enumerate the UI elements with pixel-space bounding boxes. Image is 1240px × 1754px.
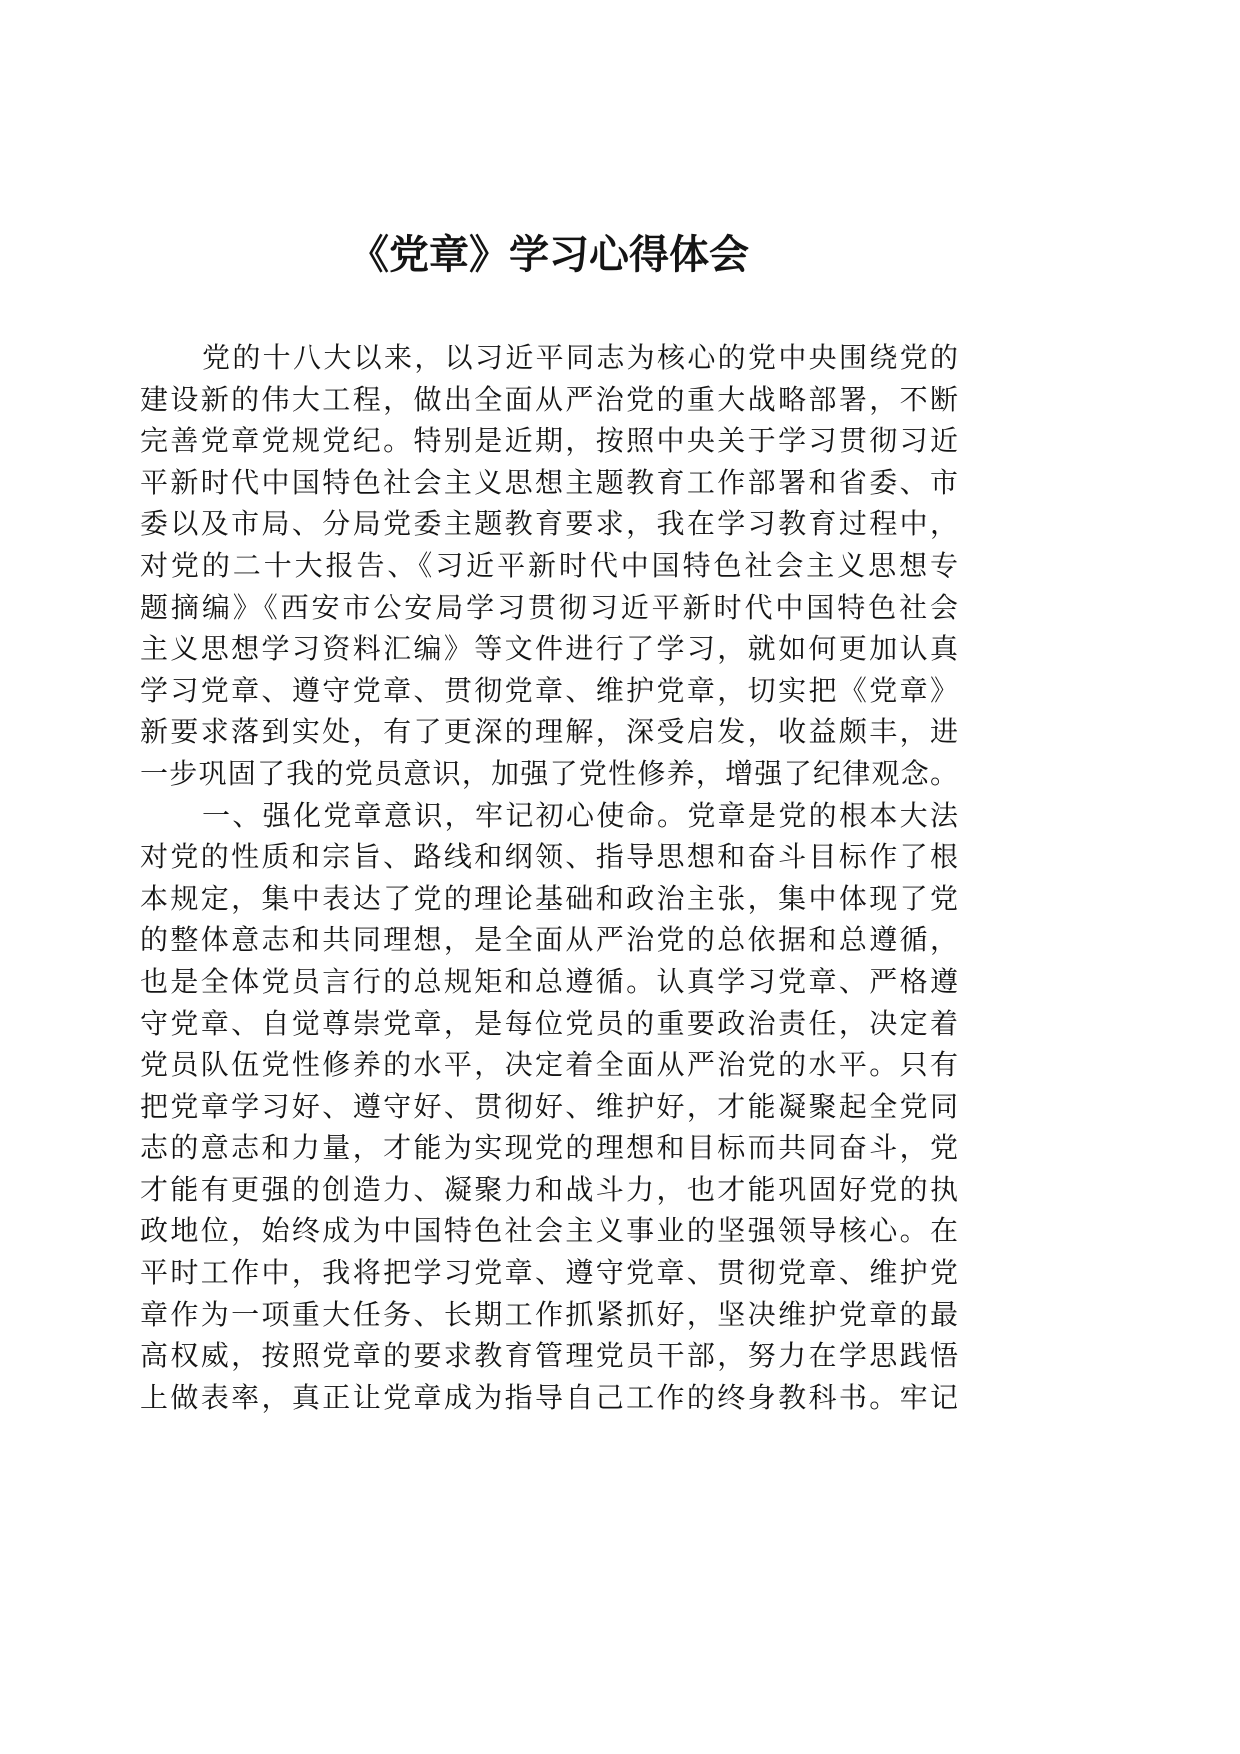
paragraph-line: 高权威，按照党章的要求教育管理党员干部，努力在学思践悟: [140, 1339, 958, 1373]
paragraph-line: 委以及市局、分局党委主题教育要求，我在学习教育过程中，: [140, 507, 958, 541]
paragraph-line: 平时工作中，我将把学习党章、遵守党章、贯彻党章、维护党: [140, 1256, 958, 1290]
paragraph-line: 守党章、自觉尊崇党章，是每位党员的重要政治责任，决定着: [140, 1006, 958, 1040]
document-title: 《党章》学习心得体会: [349, 231, 749, 278]
paragraph-line: 政地位，始终成为中国特色社会主义事业的坚强领导核心。在: [140, 1214, 958, 1248]
paragraph-line: 也是全体党员言行的总规矩和总遵循。认真学习党章、严格遵: [140, 964, 958, 998]
paragraph-line: 建设新的伟大工程，做出全面从严治党的重大战略部署，不断: [140, 382, 958, 416]
paragraph-line: 的整体意志和共同理想，是全面从严治党的总依据和总遵循，: [140, 923, 958, 957]
paragraph-line: 一步巩固了我的党员意识，加强了党性修养，增强了纪律观念。: [140, 756, 958, 790]
paragraph-line: 完善党章党规党纪。特别是近期，按照中央关于学习贯彻习近: [140, 424, 958, 458]
paragraph-line: 新要求落到实处，有了更深的理解，深受启发，收益颇丰，进: [140, 715, 958, 749]
paragraph-line: 章作为一项重大任务、长期工作抓紧抓好，坚决维护党章的最: [140, 1297, 958, 1331]
paragraph-line: 上做表率，真正让党章成为指导自己工作的终身教科书。牢记: [140, 1380, 958, 1414]
paragraph-line: 本规定，集中表达了党的理论基础和政治主张，集中体现了党: [140, 881, 958, 915]
paragraph-line: 志的意志和力量，才能为实现党的理想和目标而共同奋斗，党: [140, 1131, 958, 1165]
paragraph-line: 平新时代中国特色社会主义思想主题教育工作部署和省委、市: [140, 465, 958, 499]
paragraph-line: 才能有更强的创造力、凝聚力和战斗力，也才能巩固好党的执: [140, 1172, 958, 1206]
paragraph-line: 对党的二十大报告、《习近平新时代中国特色社会主义思想专: [140, 548, 958, 582]
paragraph-line: 主义思想学习资料汇编》等文件进行了学习，就如何更加认真: [140, 632, 958, 666]
paragraph-line: 学习党章、遵守党章、贯彻党章、维护党章，切实把《党章》: [140, 673, 958, 707]
document-body: [140, 337, 958, 1418]
paragraph-line: 党的十八大以来，以习近平同志为核心的党中央围绕党的: [202, 341, 958, 374]
paragraph-line: 题摘编》《西安市公安局学习贯彻习近平新时代中国特色社会: [140, 590, 958, 624]
paragraph-intro: [140, 337, 958, 795]
paragraph-line: 党员队伍党性修养的水平，决定着全面从严治党的水平。只有: [140, 1048, 958, 1082]
paragraph-line: 一、强化党章意识，牢记初心使命。党章是党的根本大法: [202, 798, 958, 832]
paragraph-section-one: [140, 795, 958, 1419]
paragraph-line: 把党章学习好、遵守好、贯彻好、维护好，才能凝聚起全党同: [140, 1089, 958, 1123]
paragraph-line: 对党的性质和宗旨、路线和纲领、指导思想和奋斗目标作了根: [140, 840, 958, 874]
